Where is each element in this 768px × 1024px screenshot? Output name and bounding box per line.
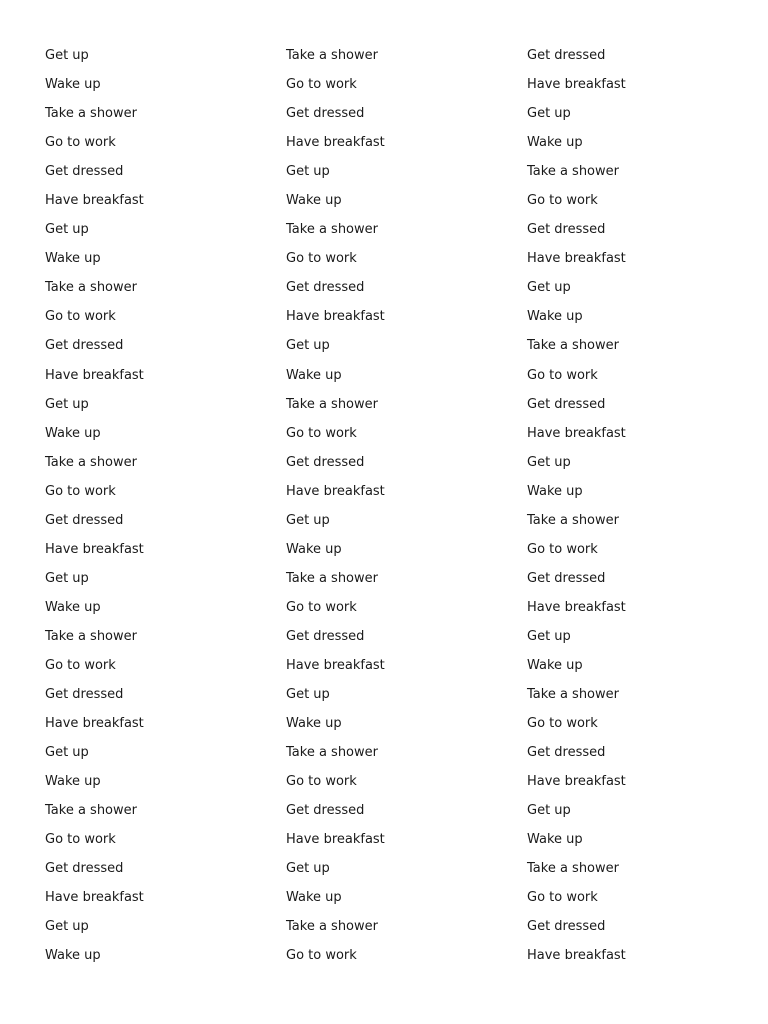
list-item: Take a shower — [45, 803, 137, 819]
list-item: Go to work — [527, 890, 598, 906]
list-item: Get up — [527, 628, 571, 644]
list-item: Get dressed — [45, 164, 124, 180]
list-item: Get dressed — [286, 803, 365, 819]
list-item: Get dressed — [45, 338, 124, 354]
list-item: Go to work — [45, 309, 116, 325]
list-item: Go to work — [286, 774, 357, 790]
list-item: Wake up — [527, 135, 583, 151]
list-item: Take a shower — [527, 512, 619, 528]
list-item: Get dressed — [45, 861, 124, 877]
list-item: Get up — [286, 164, 330, 180]
list-item: Go to work — [45, 657, 116, 673]
list-item: Get up — [286, 338, 330, 354]
word-list-column-1 — [45, 41, 275, 971]
list-item: Get up — [286, 687, 330, 703]
list-item: Have breakfast — [286, 657, 385, 673]
list-item: Have breakfast — [527, 251, 626, 267]
list-item: Have breakfast — [527, 425, 626, 441]
list-item: Take a shower — [286, 745, 378, 761]
list-item: Wake up — [286, 541, 342, 557]
list-item: Wake up — [45, 425, 101, 441]
list-item: Get up — [45, 48, 89, 63]
list-item: Have breakfast — [527, 774, 626, 790]
list-item: Have breakfast — [45, 541, 144, 557]
list-item: Have breakfast — [286, 483, 385, 499]
list-item: Wake up — [45, 948, 101, 964]
list-item: Have breakfast — [45, 890, 144, 906]
word-list-column-3 — [527, 41, 757, 971]
list-item: Get up — [286, 861, 330, 877]
list-item: Go to work — [527, 541, 598, 557]
list-item: Go to work — [45, 135, 116, 151]
list-item: Get up — [527, 803, 571, 819]
list-item: Get dressed — [286, 628, 365, 644]
list-item: Go to work — [527, 716, 598, 732]
list-item: Get up — [45, 222, 89, 238]
list-item: Take a shower — [527, 861, 619, 877]
list-item: Take a shower — [527, 164, 619, 180]
list-item: Wake up — [286, 193, 342, 209]
list-item: Get dressed — [527, 570, 606, 586]
list-item: Wake up — [527, 483, 583, 499]
list-item: Wake up — [286, 890, 342, 906]
list-item: Wake up — [286, 716, 342, 732]
list-item: Get dressed — [286, 454, 365, 470]
list-item: Get up — [45, 570, 89, 586]
list-item: Take a shower — [527, 687, 619, 703]
word-list-column-2 — [286, 41, 516, 971]
list-item: Go to work — [45, 832, 116, 848]
list-item: Go to work — [286, 425, 357, 441]
list-item: Wake up — [286, 367, 342, 383]
list-item: Have breakfast — [286, 309, 385, 325]
list-item: Wake up — [45, 599, 101, 615]
list-item: Have breakfast — [286, 135, 385, 151]
list-item: Get dressed — [527, 919, 606, 935]
list-item: Get up — [527, 106, 571, 122]
list-item: Go to work — [45, 483, 116, 499]
list-item: Go to work — [527, 367, 598, 383]
list-item: Wake up — [45, 77, 101, 93]
list-item: Wake up — [527, 309, 583, 325]
list-item: Wake up — [45, 251, 101, 267]
list-item: Take a shower — [45, 280, 137, 296]
list-item: Wake up — [527, 657, 583, 673]
list-item: Take a shower — [45, 628, 137, 644]
list-item: Get dressed — [286, 106, 365, 122]
list-item: Take a shower — [286, 919, 378, 935]
list-item: Go to work — [286, 948, 357, 964]
list-item: Get dressed — [527, 745, 606, 761]
list-item: Take a shower — [286, 570, 378, 586]
list-item: Get dressed — [527, 396, 606, 412]
list-item: Have breakfast — [527, 948, 626, 964]
list-item: Go to work — [286, 251, 357, 267]
list-item: Get up — [45, 919, 89, 935]
list-item: Get up — [527, 280, 571, 296]
list-item: Have breakfast — [527, 77, 626, 93]
list-item: Get dressed — [286, 280, 365, 296]
list-item: Have breakfast — [527, 599, 626, 615]
list-item: Get up — [527, 454, 571, 470]
list-item: Get up — [286, 512, 330, 528]
list-item: Go to work — [286, 599, 357, 615]
list-item: Take a shower — [45, 106, 137, 122]
list-item: Have breakfast — [45, 367, 144, 383]
list-item: Get dressed — [45, 687, 124, 703]
list-item: Take a shower — [286, 222, 378, 238]
list-item: Go to work — [527, 193, 598, 209]
list-item: Wake up — [527, 832, 583, 848]
list-item: Get up — [45, 745, 89, 761]
list-item: Have breakfast — [45, 193, 144, 209]
list-item: Take a shower — [286, 396, 378, 412]
list-item: Have breakfast — [45, 716, 144, 732]
list-item: Take a shower — [45, 454, 137, 470]
list-item: Have breakfast — [286, 832, 385, 848]
list-item: Go to work — [286, 77, 357, 93]
list-item: Get dressed — [527, 222, 606, 238]
list-item: Take a shower — [286, 48, 378, 63]
list-item: Get dressed — [45, 512, 124, 528]
list-item: Get up — [45, 396, 89, 412]
list-item: Wake up — [45, 774, 101, 790]
list-item: Take a shower — [527, 338, 619, 354]
list-item: Get dressed — [527, 48, 606, 63]
